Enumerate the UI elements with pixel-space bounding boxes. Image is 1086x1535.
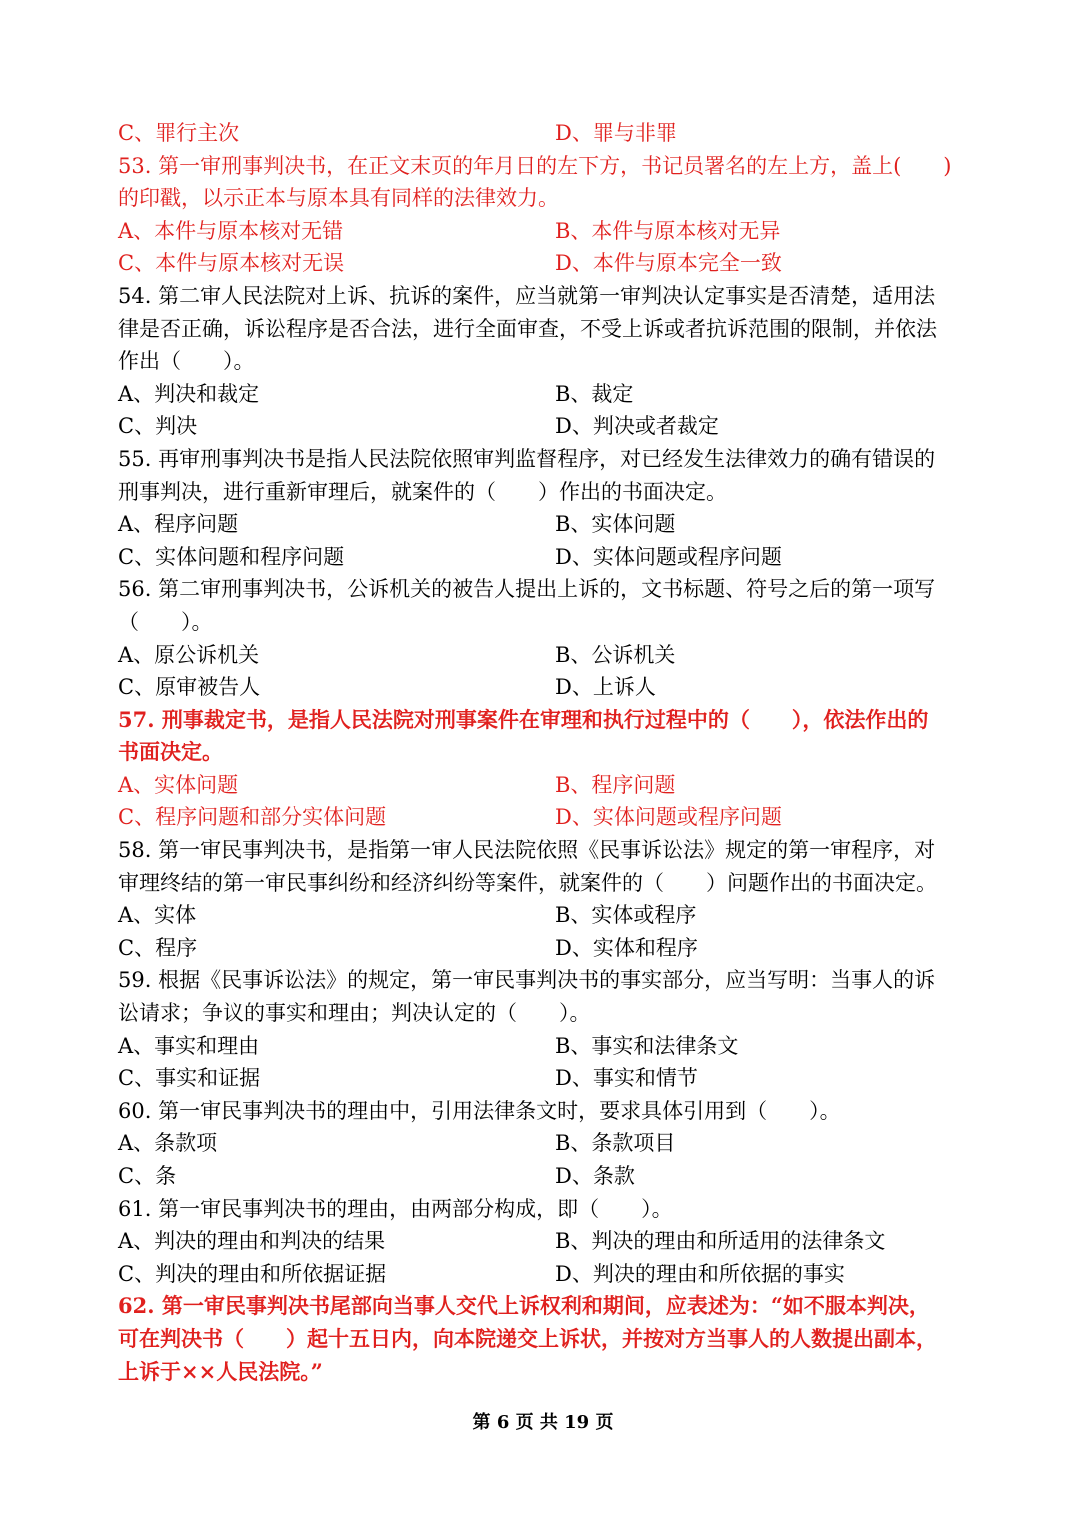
question-stem-line: 55. 再审刑事判决书是指人民法院依照审判监督程序，对已经发生法律效力的确有错误的: [118, 446, 936, 471]
question-stem-line: （ ）。: [118, 609, 213, 634]
question-stem-line: 56. 第二审刑事判决书，公诉机关的被告人提出上诉的，文书标题、符号之后的第一项写: [118, 577, 936, 602]
option-b: B、判决的理由和所适用的法律条文: [555, 1229, 886, 1254]
question-stem-line: 53. 第一审刑事判决书，在正文末页的年月日的左下方，书记员署名的左上方，盖上( ): [118, 153, 952, 178]
question-60: [118, 1095, 974, 1193]
option-b: B、条款项目: [555, 1131, 676, 1156]
option-c: C、条: [118, 1164, 177, 1188]
question-62: [118, 1290, 974, 1388]
option-d: D、本件与原本完全一致: [555, 251, 782, 276]
question-stem-line: 可在判决书（ ）起十五日内，向本院递交上诉状，并按对方当事人的人数提出副本，: [118, 1325, 937, 1351]
option-b: B、裁定: [555, 381, 634, 406]
question-list: [118, 117, 974, 1388]
options-row: [118, 508, 974, 541]
option-d: D、实体问题或程序问题: [555, 805, 782, 830]
options-row: [118, 1225, 974, 1258]
options-row: [118, 639, 974, 672]
question-53: [118, 150, 974, 280]
option-a: A、实体: [118, 903, 197, 928]
options-row: [118, 769, 974, 802]
option-c: C、判决: [118, 414, 198, 439]
options-row: [118, 410, 974, 443]
option-b: B、实体问题: [555, 512, 676, 537]
question-stem-line: 律是否正确，诉讼程序是否合法，进行全面审查，不受上诉或者抗诉范围的限制，并依法: [118, 316, 937, 341]
option-d: D、实体问题或程序问题: [555, 544, 782, 569]
option-c: C、原审被告人: [118, 675, 261, 700]
question-stem-line: 54. 第二审人民法院对上诉、抗诉的案件，应当就第一审判决认定事实是否清楚，适用法: [118, 283, 936, 308]
option-a: A、判决和裁定: [118, 381, 260, 406]
option-d: D、上诉人: [555, 675, 656, 700]
question-stem-line: 60. 第一审民事判决书的理由中，引用法律条文时，要求具体引用到（ ）。: [118, 1098, 841, 1123]
option-c: C、判决的理由和所依据证据: [118, 1261, 387, 1286]
options-row: [118, 801, 974, 834]
question-stem-line: 的印戳，以示正本与原本具有同样的法律效力。: [118, 186, 559, 211]
question-56: [118, 573, 974, 703]
option-b: B、实体或程序: [555, 903, 697, 928]
options-row: [118, 1030, 974, 1063]
question-59: [118, 964, 974, 1094]
option-d: D、罪与非罪: [555, 121, 677, 145]
options-row: [118, 1258, 974, 1291]
option-a: A、判决的理由和判决的结果: [118, 1229, 386, 1254]
question-stem-line: 作出（ ）。: [118, 349, 255, 374]
question-stem-line: 58. 第一审民事判决书，是指第一审人民法院依照《民事诉讼法》规定的第一审程序，对: [118, 838, 936, 863]
option-d: D、判决的理由和所依据的事实: [555, 1261, 845, 1286]
options-row: [118, 1127, 974, 1160]
options-row: [118, 117, 974, 150]
options-row: [118, 932, 974, 965]
options-row: [118, 541, 974, 574]
question-stem-line: 上诉于××人民法院。”: [118, 1358, 323, 1384]
question-stem-line: 62. 第一审民事判决书尾部向当事人交代上诉权利和期间，应表述为：“如不服本判决，: [118, 1293, 930, 1319]
question-stem-line: 审理终结的第一审民事纠纷和经济纠纷等案件，就案件的（ ）问题作出的书面决定。: [118, 870, 937, 895]
question-55: [118, 443, 974, 573]
question-stem-line: 57. 刑事裁定书，是指人民法院对刑事案件在审理和执行过程中的（ ），依法作出的: [118, 706, 929, 732]
option-d: D、判决或者裁定: [555, 414, 719, 439]
option-c: C、本件与原本核对无误: [118, 251, 345, 276]
question-stem-line: 61. 第一审民事判决书的理由，由两部分构成，即（ ）。: [118, 1196, 673, 1221]
question-57: [118, 704, 974, 834]
options-row: [118, 1160, 974, 1193]
option-b: B、本件与原本核对无异: [555, 218, 781, 243]
question-61: [118, 1193, 974, 1291]
options-row: [118, 378, 974, 411]
option-a: A、程序问题: [118, 512, 239, 537]
options-row: [118, 215, 974, 248]
option-d: D、事实和情节: [555, 1066, 698, 1091]
options-row: [118, 671, 974, 704]
option-b: B、公诉机关: [555, 642, 676, 667]
question-stem-line: 书面决定。: [118, 739, 223, 765]
question-stem-line: 刑事判决，进行重新审理后，就案件的（ ）作出的书面决定。: [118, 479, 727, 504]
page-footer: 第 6 页 共 19 页: [472, 1412, 614, 1433]
option-a: A、条款项: [118, 1131, 218, 1156]
option-c: C、实体问题和程序问题: [118, 544, 345, 569]
option-b: B、程序问题: [555, 772, 676, 797]
option-c: C、程序问题和部分实体问题: [118, 805, 387, 830]
options-row: [118, 247, 974, 280]
option-a: A、事实和理由: [118, 1033, 260, 1058]
option-c: C、事实和证据: [118, 1066, 261, 1091]
option-a: A、原公诉机关: [118, 642, 260, 667]
question-stem-line: 讼请求；争议的事实和理由；判决认定的（ ）。: [118, 1001, 591, 1026]
options-row: [118, 1062, 974, 1095]
option-a: A、本件与原本核对无错: [118, 218, 344, 243]
question-54: [118, 280, 974, 443]
option-b: B、事实和法律条文: [555, 1033, 739, 1058]
option-a: A、实体问题: [118, 772, 239, 797]
option-d: D、条款: [555, 1164, 635, 1188]
options-row: [118, 899, 974, 932]
question-stem-line: 59. 根据《民事诉讼法》的规定，第一审民事判决书的事实部分，应当写明：当事人的诉: [118, 968, 936, 993]
option-c: C、程序: [118, 935, 198, 960]
option-d: D、实体和程序: [555, 935, 698, 960]
option-c: C、罪行主次: [118, 121, 240, 145]
question-58: [118, 834, 974, 964]
